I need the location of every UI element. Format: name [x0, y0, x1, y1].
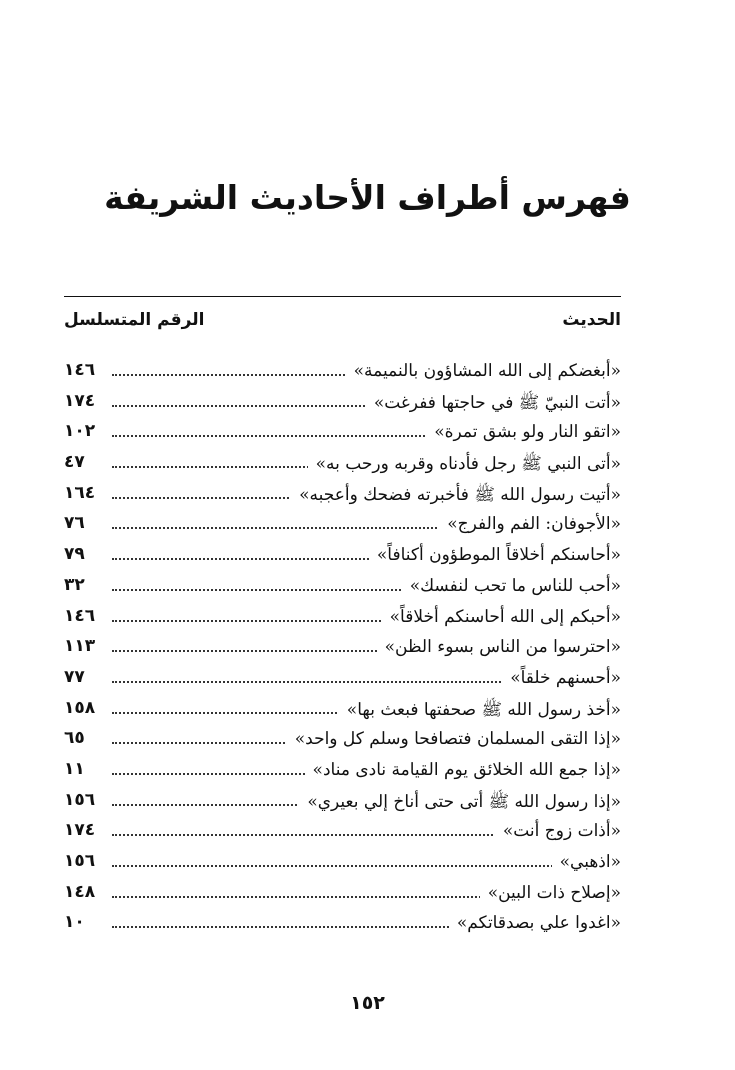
- index-header: [64, 308, 621, 336]
- dot-leader: [112, 865, 621, 867]
- list-item: [64, 850, 621, 881]
- serial-number: ١٤٦: [64, 360, 96, 380]
- hadith-text: «احترسوا من الناس بسوء الظن»: [377, 637, 621, 657]
- hadith-text: «أحب للناس ما تحب لنفسك»: [402, 576, 621, 596]
- hadith-text: «إذا رسول الله ﷺ أتى حتى أناخ إلي بعيري»: [299, 791, 621, 816]
- serial-number: ٧٦: [64, 513, 85, 534]
- list-item: [64, 359, 621, 390]
- serial-number: ١٧٤: [64, 390, 96, 411]
- serial-number: ١٠٢: [64, 421, 96, 442]
- list-item: [64, 819, 621, 850]
- hadith-text: «أخذ رسول الله ﷺ صحفتها فبعث بها»: [339, 699, 621, 724]
- list-item: [64, 758, 621, 789]
- list-item: [64, 666, 621, 697]
- column-header-hadith: الحديث: [562, 310, 621, 330]
- list-item: [64, 512, 621, 543]
- hadith-text: «أبغضكم إلى الله المشاؤون بالنميمة»: [346, 361, 621, 381]
- hadith-text: «أحاسنكم أخلاقاً الموطؤون أكنافاً»: [369, 545, 621, 565]
- list-item: [64, 911, 621, 942]
- serial-number: ١٥٦: [64, 789, 96, 810]
- serial-number: ١١: [64, 758, 85, 779]
- hadith-text: «الأجوفان: الفم والفرج»: [439, 514, 621, 534]
- list-item: [64, 635, 621, 666]
- hadith-text: «اغدوا علي بصدقاتكم»: [449, 913, 621, 933]
- page-title: فهرس أطراف الأحاديث الشريفة: [104, 178, 631, 217]
- hadith-text: «أتى النبي ﷺ رجل فأدناه وقربه ورحب به»: [308, 453, 621, 478]
- hadith-text: «إذا التقى المسلمان فتصافحا وسلم كل واحد»: [287, 729, 621, 749]
- serial-number: ٣٢: [64, 574, 85, 595]
- serial-number: ١٦٤: [64, 482, 96, 503]
- hadith-text: «أتت النبيّ ﷺ في حاجتها ففرغت»: [366, 392, 621, 417]
- serial-number: ١١٣: [64, 636, 96, 657]
- serial-number: ١٤٨: [64, 881, 96, 902]
- list-item: [64, 482, 621, 513]
- serial-number: ١٤٦: [64, 605, 96, 626]
- serial-number: ٤٧: [64, 452, 85, 473]
- list-item: [64, 697, 621, 728]
- serial-number: ٧٩: [64, 544, 85, 565]
- hadith-text: «اذهبي»: [552, 852, 621, 872]
- list-item: [64, 543, 621, 574]
- list-item: [64, 390, 621, 421]
- list-item: [64, 420, 621, 451]
- list-item: [64, 451, 621, 482]
- column-header-serial: الرقم المتسلسل: [64, 310, 205, 330]
- page-number: ١٥٢: [350, 992, 385, 1014]
- serial-number: ١٠: [64, 912, 85, 933]
- serial-number: ١٧٤: [64, 820, 96, 841]
- hadith-text: «أذات زوج أنت»: [495, 821, 621, 841]
- serial-number: ٦٥: [64, 728, 85, 749]
- hadith-index-list: [64, 359, 621, 942]
- serial-number: ٧٧: [64, 666, 85, 687]
- serial-number: ١٥٦: [64, 851, 96, 871]
- hadith-text: «أحبكم إلى الله أحاسنكم أخلاقاً»: [382, 607, 621, 627]
- list-item: [64, 574, 621, 605]
- hadith-text: «اتقو النار ولو بشق تمرة»: [426, 422, 621, 442]
- hadith-text: «أتيت رسول الله ﷺ فأخبرته فضحك وأعجبه»: [291, 484, 621, 509]
- hadith-text: «إصلاح ذات البين»: [480, 883, 621, 903]
- serial-number: ١٥٨: [64, 697, 96, 718]
- header-divider: [64, 296, 621, 297]
- list-item: [64, 789, 621, 820]
- hadith-text: «أحسنهم خلقاً»: [502, 668, 621, 688]
- list-item: [64, 727, 621, 758]
- list-item: [64, 881, 621, 912]
- list-item: [64, 605, 621, 636]
- hadith-text: «إذا جمع الله الخلائق يوم القيامة نادى مناد»: [305, 760, 621, 780]
